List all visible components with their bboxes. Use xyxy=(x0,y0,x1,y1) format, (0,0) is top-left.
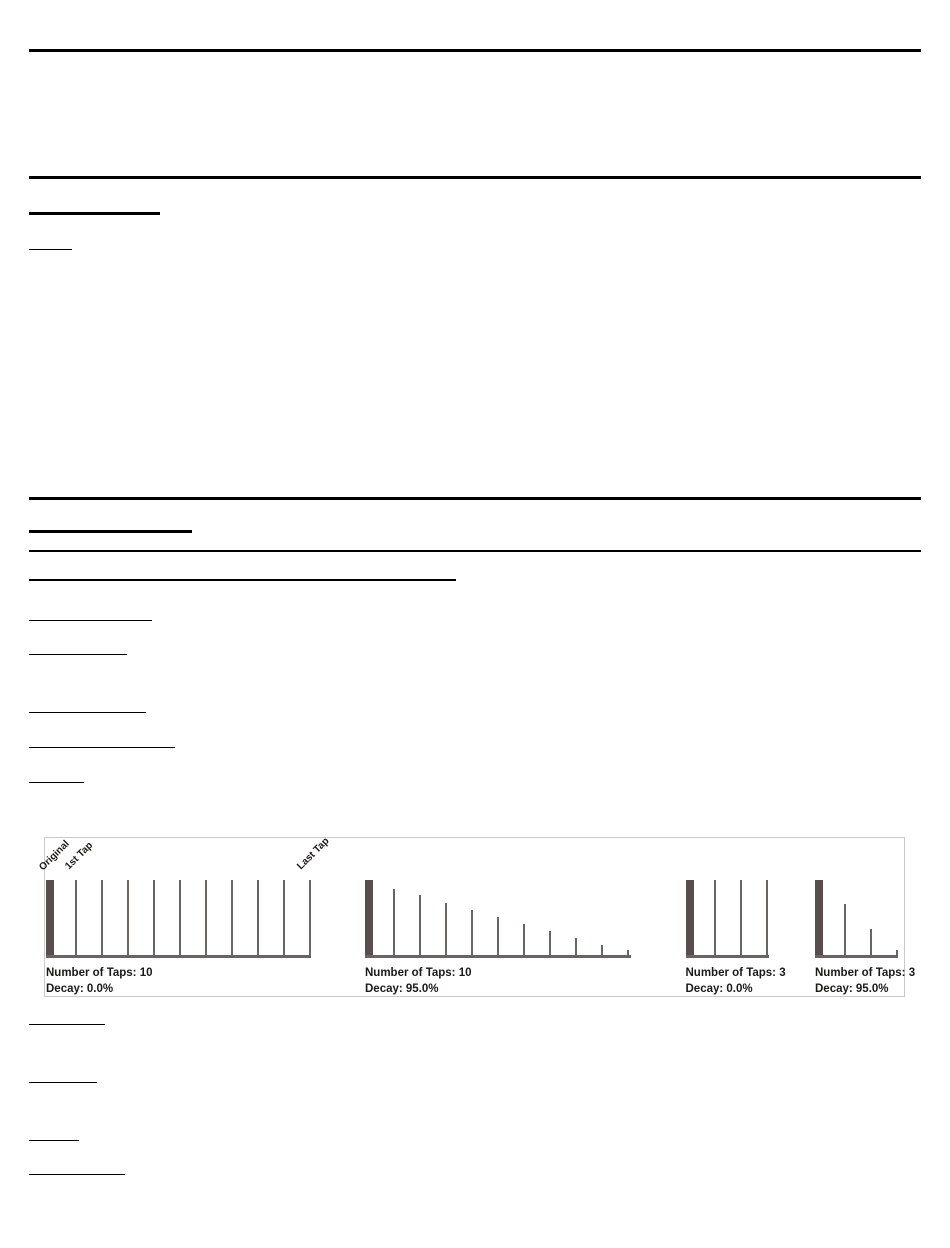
tap-line xyxy=(309,880,311,959)
text-underline xyxy=(29,1174,125,1175)
text-underline xyxy=(29,1024,105,1025)
taps-count-label: Number of Taps: 3 xyxy=(685,966,786,979)
figure-label-1st-tap: 1st Tap xyxy=(62,839,95,872)
tap-baseline xyxy=(815,955,898,959)
original-signal-bar xyxy=(815,880,823,959)
subheading-underline xyxy=(29,579,456,581)
tap-line xyxy=(445,903,447,958)
section-rule xyxy=(29,550,921,553)
section-rule xyxy=(29,497,921,500)
tap-line xyxy=(714,880,716,959)
tap-line xyxy=(523,924,525,958)
tap-line xyxy=(393,889,395,959)
tap-line xyxy=(471,910,473,958)
figure-label-original: Original xyxy=(36,838,72,873)
tap-diagram-10-taps-decay xyxy=(365,880,631,959)
taps-count-label: Number of Taps: 10 xyxy=(365,966,472,979)
tap-line xyxy=(127,880,129,959)
header-bottom-rule xyxy=(29,176,921,179)
tap-line xyxy=(497,917,499,958)
heading-underline xyxy=(29,212,160,215)
text-underline xyxy=(29,620,152,621)
text-underline xyxy=(29,1082,97,1083)
header-top-rule xyxy=(29,49,921,52)
figure-label-last-tap: Last Tap xyxy=(294,835,332,872)
decay-label: Decay: 0.0% xyxy=(685,982,753,995)
tap-line xyxy=(75,880,77,959)
taps-count-label: Number of Taps: 3 xyxy=(815,966,916,979)
decay-label: Decay: 0.0% xyxy=(46,982,114,995)
tap-line xyxy=(179,880,181,959)
text-underline xyxy=(29,782,84,783)
original-signal-bar xyxy=(686,880,694,959)
heading-underline xyxy=(29,530,192,533)
tap-baseline xyxy=(686,955,769,959)
original-signal-bar xyxy=(46,880,54,959)
text-underline xyxy=(29,654,127,655)
tap-baseline xyxy=(46,955,310,959)
tap-diagram-10-taps-no-decay xyxy=(46,880,310,959)
tap-line xyxy=(740,880,742,959)
tap-line xyxy=(257,880,259,959)
tap-diagram-3-taps-no-decay xyxy=(686,880,769,959)
tap-line xyxy=(231,880,233,959)
text-underline xyxy=(29,249,72,250)
taps-count-label: Number of Taps: 10 xyxy=(46,966,153,979)
text-underline xyxy=(29,1140,79,1141)
tap-baseline xyxy=(365,955,631,959)
tap-line xyxy=(283,880,285,959)
original-signal-bar xyxy=(365,880,373,959)
tap-line xyxy=(766,880,768,959)
taps-decay-figure xyxy=(36,835,916,997)
tap-line xyxy=(844,904,846,959)
tap-line xyxy=(153,880,155,959)
text-underline xyxy=(29,712,146,713)
tap-diagram-3-taps-decay xyxy=(815,880,898,959)
text-underline xyxy=(29,747,175,748)
decay-label: Decay: 95.0% xyxy=(815,982,889,995)
tap-line xyxy=(205,880,207,959)
decay-label: Decay: 95.0% xyxy=(365,982,439,995)
tap-line xyxy=(419,895,421,958)
tap-line xyxy=(101,880,103,959)
